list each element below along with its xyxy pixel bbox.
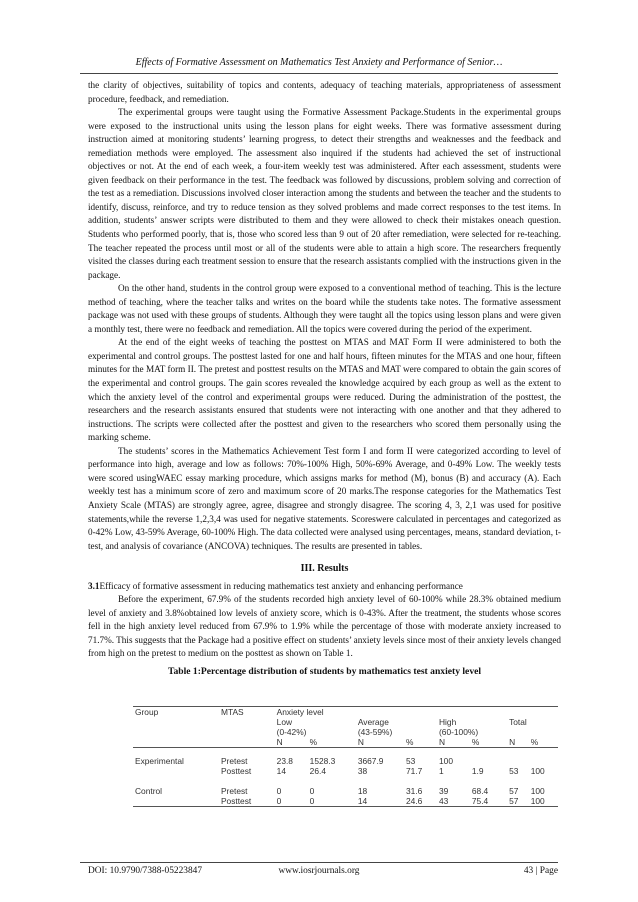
- table-header-pct: %: [470, 737, 507, 748]
- table-cell: 1.9: [471, 766, 484, 776]
- table-cell: 100: [530, 766, 545, 776]
- table-cell: 68.4: [471, 786, 489, 796]
- table-header-mtas: MTAS: [219, 707, 275, 718]
- paragraph: the clarity of objectives, suitability of topics and contents, adequacy of teaching materials, appropriateness of assessment procedure, feedback, and remediation.: [88, 80, 561, 104]
- table-cell: 0: [276, 786, 282, 796]
- table-cell: [470, 756, 507, 766]
- table-cell: 39: [439, 786, 449, 796]
- table-row: [133, 786, 558, 796]
- table-cell: 100: [530, 786, 545, 796]
- footer-journal-link[interactable]: www.iosrjournals.org: [278, 866, 360, 876]
- table-header-n: N: [356, 737, 404, 748]
- table-cell: 38: [357, 766, 368, 776]
- table-cell: 57: [509, 786, 519, 796]
- table-header-pct: %: [529, 737, 558, 748]
- table-cell: 75.4: [470, 796, 507, 807]
- table-header-low: Low: [276, 717, 293, 727]
- footer-doi: DOI: 10.9790/7388-05223847: [88, 866, 203, 876]
- table-header-total: Total: [509, 717, 527, 727]
- table-cell: 100: [439, 756, 453, 766]
- table-cell: 31.6: [405, 786, 423, 796]
- table-cell: 18: [357, 786, 368, 796]
- table-cell: 100: [529, 796, 558, 807]
- table-cell: [133, 796, 219, 807]
- table-cell: 14: [356, 796, 404, 807]
- table-cell: [133, 766, 219, 776]
- table-header-group: Group: [133, 707, 219, 718]
- table-cell: 23.8: [276, 756, 293, 766]
- table-header-n: N: [437, 737, 470, 748]
- article-body: [88, 79, 561, 679]
- table-cell: Pretest: [220, 756, 248, 766]
- table-cell: 0: [309, 786, 315, 796]
- table-row: [133, 766, 558, 776]
- table-cell: 57: [507, 796, 529, 807]
- subsection-heading: [88, 580, 561, 594]
- table-cell: [529, 756, 558, 766]
- table-header-high-range: (60-100%): [439, 727, 479, 737]
- table-cell: 3667.9: [357, 756, 384, 766]
- table-cell: 26.4: [309, 766, 326, 776]
- subsection-number: 3.1: [88, 580, 100, 591]
- table-header-average: Average: [357, 717, 389, 727]
- table-cell: Pretest: [220, 786, 248, 796]
- table-cell: 1528.3: [309, 756, 336, 766]
- footer-page-number: 43 | Page: [523, 866, 558, 876]
- table-cell: [507, 756, 529, 766]
- table-row: [133, 756, 558, 766]
- table-cell: 53: [509, 766, 519, 776]
- table-cell: Experimental: [135, 756, 184, 766]
- paragraph: The students’ scores in the Mathematics Achievement Test form I and form II were categorized according to level of performance into high, average and low as follows: 70%-100% High, 50%-69% Average, and 0-49% Low. The weekly tests were scored usingWAEC essay marking procedure, which assigns marks for method (M), bonus (B) and accuracy (A). Each weekly test has a minimum score of zero and maximum score of 20 marks.The response categories for the Mathematics Test Anxiety Scale (MTAS) are strongly agree, agree, disagree and strongly disagree. The scoring 4, 3, 2,1 was used for positive statements,while the reverse 1,2,3,4 was used for negative statements. Scoreswere calculated in percentages and categorized as 0-42% Low, 43-59% Average, 60-100% High. The data collected were analysed using percentages, means, standard deviation, t-test, and analysis of covariance (ANCOVA) techniques. The results are presented in tables.: [88, 445, 561, 551]
- table-cell: 0: [308, 796, 356, 807]
- results-paragraph: Before the experiment, 67.9% of the students recorded high anxiety level of 60-100% while 28.3% obtained medium level of anxiety and 3.8%obtained low levels of anxiety score, which is 0-43%. After the treatment, the students whose scores fell in the high anxiety level reduced from 67.9% to 1.9% while the percentage of those with moderate anxiety increased to 71.7%. This suggests that the Package had a positive effect on students’ anxiety levels since most of their anxiety levels changed from high on the pretest to medium on the posttest as shown on Table 1.: [88, 594, 561, 659]
- paragraph: At the end of the eight weeks of teaching the posttest on MTAS and MAT Form II were administered to both the experimental and control groups. The posttest lasted for one and half hours, fifteen minutes for the MTAS and one hour, fifteen minutes for the MAT form II. The pretest and posttest results on the MTAS and MAT were compared to obtain the gain scores of the experimental and control groups. The gain scores revealed the knowledge acquired by each group as well as the extent to which the anxiety level of the control and experimental groups were reduced. During the administration of the posttest, the researchers and the research assistants ensured that students were not interacting with one another and that they adhered to instructions. The scripts were collected after the posttest and given to the researchers who scored them personally using the marking scheme.: [88, 337, 561, 443]
- table-header-average-range: (43-59%): [357, 727, 393, 737]
- subsection-text: Efficacy of formative assessment in reducing mathematics test anxiety and enhancing performance: [99, 580, 463, 591]
- table-cell: 24.6: [404, 796, 437, 807]
- table-cell: 14: [276, 766, 286, 776]
- table-cell: Posttest: [219, 796, 275, 807]
- paragraph: On the other hand, students in the control group were exposed to a conventional method of teaching. This is the lecture method of teaching, where the teacher talks and writes on the board while the students take notes. The formative assessment package was not used with these groups of students. Although they were taught all the topics using lesson plans and were given a monthly test, there were no feedback and remediation. All the topics were covered during the period of the experiment.: [88, 283, 561, 334]
- table-cell: 1: [439, 766, 444, 776]
- table-cell: 53: [405, 756, 416, 766]
- table-cell: 71.7: [405, 766, 423, 776]
- table-header-anxiety-level: Anxiety level: [275, 707, 558, 718]
- table-cell: Control: [135, 786, 162, 796]
- section-title: III. Results: [300, 563, 349, 575]
- table-header-high: High: [439, 717, 457, 727]
- table-cell: 43: [437, 796, 470, 807]
- table-row: [133, 796, 558, 807]
- table-header-n: N: [275, 737, 308, 748]
- table-header-n: N: [507, 737, 529, 748]
- footer-rule: [80, 862, 558, 863]
- table-cell: Posttest: [220, 766, 252, 776]
- table-caption: Table 1:Percentage distribution of students by mathematics test anxiety level: [167, 665, 482, 677]
- table-header-low-range: (0-42%): [276, 727, 307, 737]
- table-header-pct: %: [404, 737, 437, 748]
- header-rule: [80, 73, 558, 74]
- table-header-pct: %: [308, 737, 356, 748]
- table-cell: 0: [275, 796, 308, 807]
- paragraph: The experimental groups were taught using the Formative Assessment Package.Students in the experimental groups were exposed to the instructional units using the lesson plans for eight weeks. There was formative assessment during instruction aimed at monitoring students’ learning progress, to detect their strengths and weaknesses and the feedback and remediation methods were employed. The assessment also inquired if the students had achieved the set of instructional objectives or not. At the end of each week, a four-item weekly test was administered. After each assessment, students were given feedback on their performance in the test. The feedback was followed by discussions, problem solving and correction of the test as a remediation. Discussions involved closer interaction among the students and between the teacher and the students to identify, discuss, reinforce, and try to reduce tension as they solved problems and made correct responses to the test items. In addition, students’ answer scripts were distributed to them and they were allowed to check their mistakes oneach question. Students who performed poorly, that is, those who scored less than 9 out of 20 after remediation, were selected for re-teaching. The teacher repeated the process until most or all of the students were able to attain a high score. The researchers frequently visited the classes during each treatment session to ensure that the research assistants complied with the instructions given in the package.: [88, 107, 561, 280]
- anxiety-table: [133, 706, 558, 807]
- running-header: Effects of Formative Assessment on Mathematics Test Anxiety and Performance of Senior…: [135, 57, 503, 68]
